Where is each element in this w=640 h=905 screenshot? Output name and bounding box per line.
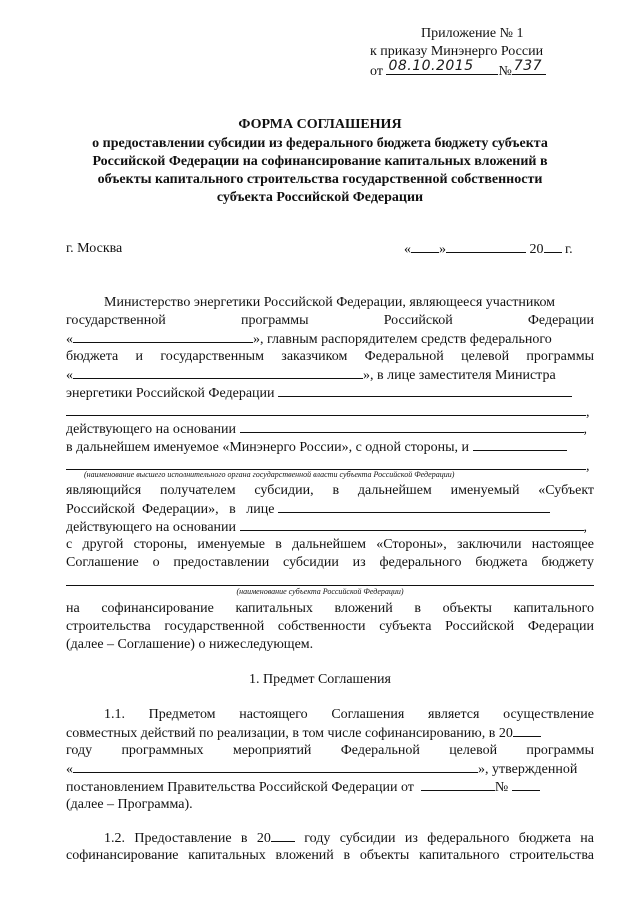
order-number-field: [512, 58, 546, 75]
program-name-field: [73, 330, 253, 343]
p11-line-2: совместных действий по реализации, в том числе софинансированию, в 20: [66, 724, 541, 742]
order-date-field: [386, 58, 498, 75]
year-suffix: г.: [565, 242, 573, 257]
year-field: [544, 240, 562, 253]
p12-line-2: софинансирование капитальных вложений в объекты капитального строительства: [66, 848, 594, 863]
para1-line-2: государственной программы Российской Федерации: [66, 313, 594, 328]
appendix-from: от: [370, 64, 383, 79]
para1-line-5: « », в лице заместителя Министра: [66, 368, 556, 383]
appendix-date-line: [370, 58, 546, 80]
deputy-minister-field-cont: [66, 403, 586, 416]
date-fill-line: [404, 240, 573, 258]
representative-field: [278, 500, 550, 513]
p11-program-field: [73, 760, 478, 773]
p11-line-5: постановлением Правительства Российской Федерации от №: [66, 778, 540, 796]
para1-line-9: в дальнейшем именуемое «Минэнерго России», с одной стороны, и: [66, 438, 567, 456]
p11-line-3: году программных мероприятий Федеральной целевой программы: [66, 743, 594, 758]
para1-line-8: действующего на основании ,: [66, 422, 588, 437]
day-field: [411, 240, 439, 253]
subject-name-rule: [66, 585, 594, 586]
caption-executive-body: (наименование высшего исполнительного органа государственной власти субъекта Российской Федерации): [84, 470, 455, 479]
para1-line-7: ,: [66, 403, 590, 421]
p11-line-4: « », утвержденной: [66, 762, 578, 777]
party-field: [473, 438, 567, 451]
form-subtitle-line-4: субъекта Российской Федерации: [216, 190, 424, 205]
p12-line-1: 1.2. Предоставление в 20 году субсидии из федерального бюджета на: [104, 831, 594, 846]
para1-line-16: на софинансирование капитальных вложений в объекты капитального: [66, 601, 595, 616]
section-1-title: 1. Предмет Соглашения: [249, 672, 391, 687]
para1-line-1: Министерство энергетики Российской Федерации, являющееся участником: [104, 295, 556, 310]
para1-line-3: « », главным распорядителем средств федерального: [66, 332, 552, 347]
para1-line-18: (далее – Соглашение) о нижеследующем.: [66, 637, 314, 652]
para1-line-14: с другой стороны, именуемые в дальнейшем «Стороны», заключили настоящее: [66, 537, 594, 552]
para1-line-17: строительства государственной собственности субъекта Российской Федерации: [66, 619, 594, 634]
para1-line-6: энергетики Российской Федерации: [66, 384, 572, 402]
appendix-title: Приложение № 1: [421, 26, 524, 41]
form-subtitle-line-3: объекты капитального строительства государственной собственности: [97, 172, 543, 187]
form-title: ФОРМА СОГЛАШЕНИЯ: [238, 117, 402, 132]
caption-subject-name: (наименование субъекта Российской Федерации): [236, 587, 404, 596]
para1-line-12: Российской Федерации», в лице: [66, 500, 550, 518]
year-prefix: 20: [529, 242, 544, 257]
target-program-field: [73, 366, 363, 379]
subject-basis-field: [240, 518, 584, 531]
order-number-handwritten: 737: [513, 58, 543, 74]
appendix-order: к приказу Минэнерго России: [370, 44, 544, 59]
para1-line-13: действующего на основании ,: [66, 520, 588, 535]
para1-line-15: Соглашение о предоставлении субсидии из федерального бюджета бюджету: [66, 555, 594, 570]
executive-body-field: [66, 457, 586, 470]
resolution-number-field: [512, 778, 540, 791]
resolution-date-field: [421, 778, 495, 791]
form-subtitle-line-2: Российской Федерации на софинансирование капитальных вложений в: [92, 154, 548, 169]
p11-year-field: [513, 724, 541, 737]
order-date-handwritten: 08.10.2015: [388, 58, 474, 74]
para1-line-4: бюджета и государственным заказчиком Федеральной целевой программы: [66, 349, 594, 364]
month-field: [446, 240, 526, 253]
day-quote-close: »: [439, 242, 446, 257]
basis-field: [240, 420, 584, 433]
appendix-num-label: №: [498, 64, 512, 79]
p12-year-field: [271, 829, 295, 842]
form-subtitle-line-1: о предоставлении субсидии из федерального бюджета бюджету субъекта: [92, 136, 548, 151]
p11-line-6: (далее – Программа).: [66, 797, 193, 812]
para1-line-10-rule: ,: [66, 457, 590, 475]
para1-line-11: являющийся получателем субсидии, в дальнейшем именуемый «Субъект: [66, 483, 595, 498]
city: г. Москва: [66, 241, 123, 256]
day-quote-open: «: [404, 242, 411, 257]
p11-line-1: 1.1. Предметом настоящего Соглашения является осуществление: [104, 707, 594, 722]
deputy-minister-field: [278, 384, 572, 397]
